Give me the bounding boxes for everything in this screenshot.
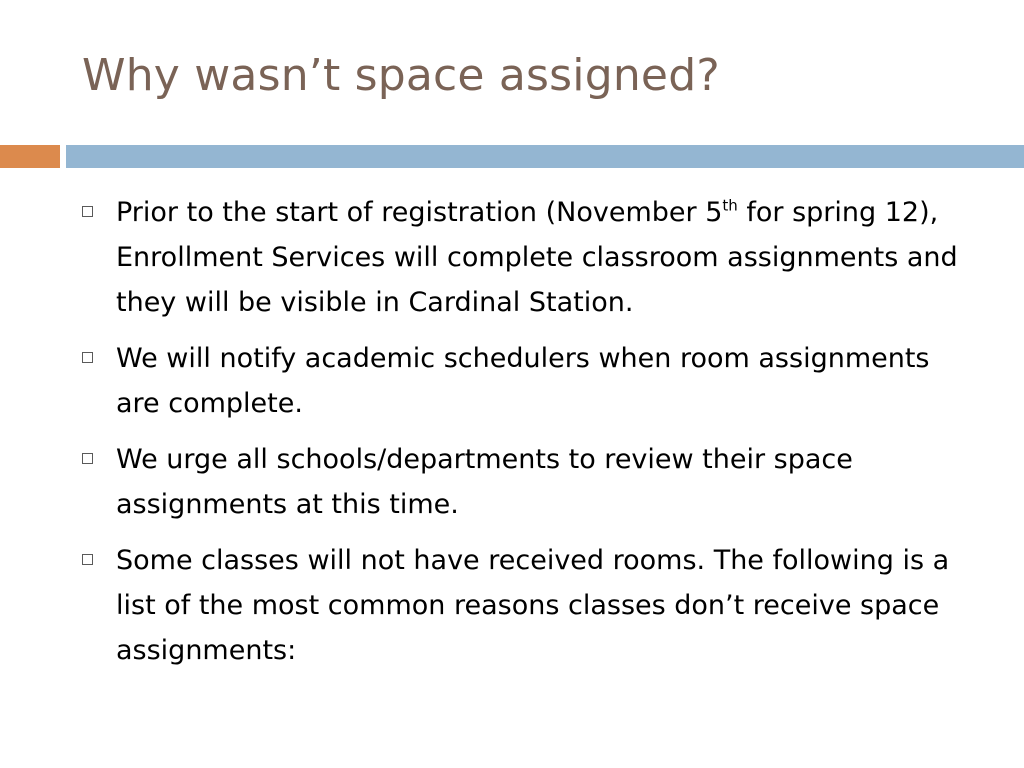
bullet-text-continued: for spring 12), Enrollment Services will complete classroom assignments and they will be visible in Cardinal Station. <box>116 197 958 318</box>
bullet-item <box>80 190 980 325</box>
bullet-text: We urge all schools/departments to review their space assignments at this time. <box>116 444 853 520</box>
bullet-text: Some classes will not have received rooms. The following is a list of the most common reasons classes don’t receive space assignments: <box>116 545 950 666</box>
bullet-item <box>80 437 980 527</box>
title-divider-bar <box>66 145 1024 168</box>
bullet-text: Prior to the start of registration (November 5 <box>116 197 723 228</box>
bullet-item <box>80 538 980 673</box>
slide-title: Why wasn’t space assigned? <box>82 50 720 101</box>
bullet-superscript: th <box>722 196 738 215</box>
hollow-square-icon <box>82 352 93 363</box>
hollow-square-icon <box>82 206 93 217</box>
hollow-square-icon <box>82 453 93 464</box>
bullet-item <box>80 336 980 426</box>
bullet-list <box>80 190 980 684</box>
hollow-square-icon <box>82 554 93 565</box>
bullet-text: We will notify academic schedulers when room assignments are complete. <box>116 343 930 419</box>
title-accent-bar <box>0 145 60 168</box>
